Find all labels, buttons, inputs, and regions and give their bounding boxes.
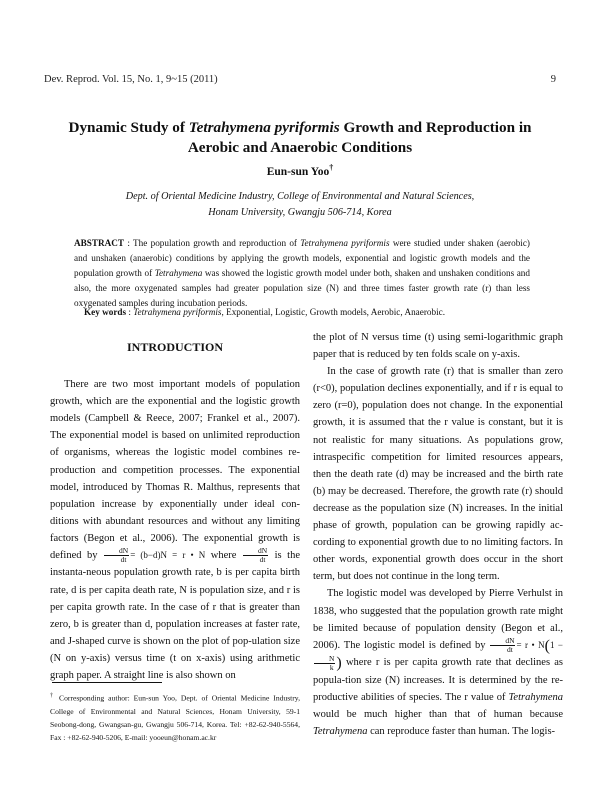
abstract: ABSTRACT : The population growth and reproduction of Tetrahymena pyriformis were studied under shaken (aerobic) and unshaken (anaerobic) conditions by applying the growth models, exponential and logistic growth models and the population growth of Tetrahymena was showed the logistic growth model under both, shaken and unshaken conditions and also, the more oxygenated samples had greater population size (N) and three times faster growth rate (r) than less oxygenated samples during incubation periods. (74, 238, 530, 308)
affiliation (60, 189, 540, 221)
paper-title: Dynamic Study of Tetrahymena pyriformis Growth and Reproduction in Aerobic and Anaerobic Conditions (68, 119, 532, 156)
equation-exponential: $\frac{dN}{dt}$ = (b−d)N = r • N (103, 550, 205, 560)
journal-citation: Dev. Reprod. Vol. 15, No. 1, 9~15 (2011) (44, 74, 218, 85)
footnote-divider (52, 682, 162, 683)
author-line (0, 163, 600, 178)
affiliation-line-1: Dept. of Oriental Medicine Industry, College of Environmental and Natural Sciences, (125, 191, 475, 202)
page-number: 9 (550, 74, 556, 85)
corresponding-author-footnote: † Corresponding author: Eun-sun Yoo, Dept. of Oriental Medicine Industry, College of Environmental and Natural Sciences, Honam University, 59-1 Seobong-dong, Gwangsan-gu, Gwangju 506-714, Korea. Tel: +82-62-940-5564, Fax : +82-62-940-5206, E-mail: yooeun@honam.ac.kr (50, 693, 300, 742)
equation-logistic: $\frac{dN}{dt}$ = r • N(1 − $\frac{N}{k}$ ) (313, 640, 563, 667)
right-column (313, 329, 563, 740)
left-column (50, 336, 300, 684)
intro-paragraph-3: The logistic model was developed by Pierre Verhulst in 1838, who suggested that the population growth rate might be limited because of population density (Begon et al., 2006). The logistic model is defined by $\frac{dN}{dt}$ = r • N(1 − $\frac{N}{k}$ ) where r is per capita growth rate that declines as popula-tion size (N) increases. It is determined by the re-productive abilities of species. The r value of Tetrahymena would be much higher than that of human because Tetrahymena can reproduce faster than human. The logis- (313, 588, 563, 737)
footnote-mark: † (50, 693, 56, 699)
affiliation-line-2: Honam University, Gwangju 506-714, Korea (208, 207, 392, 218)
abstract-label: ABSTRACT (74, 238, 125, 248)
keywords: Key words : Tetrahymena pyriformis, Exponential, Logistic, Growth models, Aerobic, Anaerobic. (84, 307, 445, 317)
section-heading-introduction: INTRODUCTION (126, 340, 223, 354)
title-species: Tetrahymena pyriformis (188, 119, 340, 136)
intro-paragraph-1-continued: the plot of N versus time (t) using semi-logarithmic graph paper that is reduced by ten folds scale on y-axis. (313, 332, 563, 361)
intro-paragraph-1: There are two most important models of population growth, which are the exponential and the logistic growth models (Campbell & Reece, 2007; Frankel et al., 2007). The exponential model is based on unlimited reproduction of organisms, whereas the logistic model combines re-production and competition processes. The exponential model, introduced by Thomas R. Malthus, represents that population increase by exponentially under ideal con-ditions with abundant resources and without any limiting factors (Begon et al., 2006). The exponential growth is defined by $\frac{dN}{dt}$ = (b−d)N = r • N where $\frac{dN}{dt}$ is the instanta-neous population growth rate, b is per capita birth rate, d is per capita death rate, N is population size, and r is per capita growth rate. In the case of r that is greater than zero, b is greater than d, population increases at faster rate, and J-shaped curve is shown on the plot of pop-ulation size (N on y-axis) versus time (t on x-axis) using arithmetic graph paper. A straight line is also shown on (50, 379, 300, 682)
keywords-label: Key words (84, 307, 127, 317)
intro-paragraph-2: In the case of growth rate (r) that is smaller than zero (r<0), population declines exponentially, and if r is equal to zero (r=0), population does not change. In the exponential growth, it is assumed that the r value is constant, but it is not realistic for many situations. As populations grow, intraspecific competition for limited resources appears, then the death rate (d) may be increased and the birth rate (b) may be decreased. Therefore, the growth rate (r) should decrease as the population size (N) increases. In the initial phase of growth, population can be growing rapidly ac-cording to exponential growth due to no limiting factors. In other words, exponential growth does occur in the short term, but does not continue in the long term. (313, 366, 563, 583)
author-mark: † (329, 163, 334, 172)
equation-rate: $\frac{dN}{dt}$ (242, 550, 269, 560)
author-name: Eun-sun Yoo (266, 165, 330, 178)
